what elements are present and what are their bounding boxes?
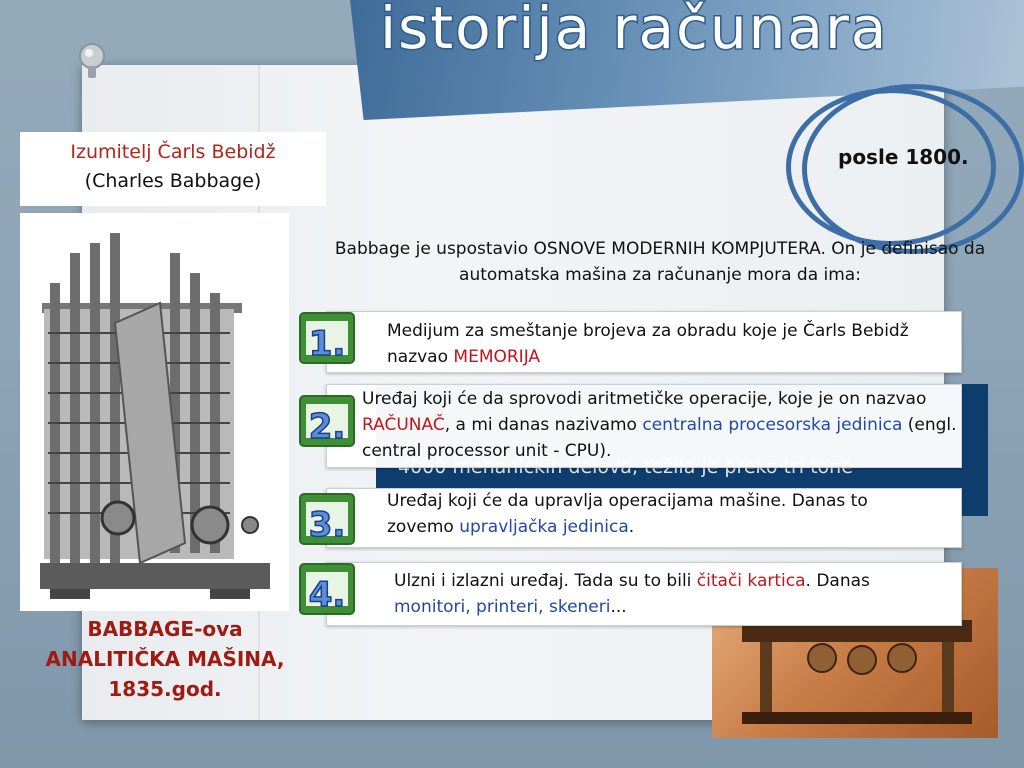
step-3-text-b: . [628, 517, 635, 537]
step-3-text [387, 488, 907, 540]
era-ring-inner [802, 84, 1024, 254]
step-2-text [362, 386, 972, 464]
step-1-highlight: MEMORIJA [453, 347, 541, 367]
step-4-text-a: Ulzni i izlazni uređaj. Tada su to bili [394, 571, 697, 591]
step-1-number: 1. [308, 324, 346, 364]
step-1-text [387, 318, 927, 370]
step-4-text [394, 568, 939, 620]
machine-caption [0, 614, 330, 704]
step-1-text-a: Medijum za smeštanje brojeva za obradu koje je Čarls Bebidž nazvao [387, 321, 909, 367]
step-2-highlight-blue: centralna procesorska jedinica [642, 415, 903, 435]
step-2-number: 2. [308, 407, 346, 447]
era-label: posle 1800. [838, 145, 969, 169]
intro-paragraph: Babbage je uspostavio OSNOVE MODERNIH KOMPJUTERA. On je definisao da automatska mašina za računanje mora da ima: [334, 239, 986, 285]
step-3-highlight: upravljačka jedinica [459, 517, 629, 537]
inventor-name-local: Izumitelj Čarls Bebidž [70, 141, 276, 163]
step-3-number: 3. [308, 505, 346, 545]
numbered-notepad-icon [296, 311, 358, 365]
inventor-name-english: (Charles Babbage) [84, 170, 262, 192]
step-2-highlight-red: RAČUNAČ [362, 415, 445, 435]
analytical-engine-drawing [20, 213, 289, 611]
step-2-text-c: (engl. central processor unit - CPU). [362, 415, 957, 461]
numbered-notepad-icon [296, 492, 358, 546]
caption-line-1: BABBAGE-ova [87, 617, 243, 641]
step-4-text-c: ... [610, 597, 627, 617]
step-4-number: 4. [308, 575, 346, 615]
step-4-highlight-blue: monitori, printeri, skeneri [394, 597, 611, 617]
pushpin-icon [74, 40, 114, 80]
numbered-notepad-icon [296, 562, 358, 616]
step-2-text-a: Uređaj koji će da sprovodi aritmetičke operacije, koje je on nazvao [362, 389, 927, 409]
caption-line-2: ANALITIČKA MAŠINA, [45, 647, 285, 671]
analytical-engine-image [20, 213, 289, 611]
caption-line-3: 1835.god. [108, 677, 222, 701]
slide-title: istorija računara [380, 0, 889, 62]
step-4-highlight-red: čitači kartica [696, 571, 806, 591]
step-2-text-b: , a mi danas nazivamo [444, 415, 643, 435]
step-3-text-a: Uređaj koji će da upravlja operacijama mašine. Danas to zovemo [387, 491, 868, 537]
numbered-notepad-icon [296, 394, 358, 448]
step-4-text-b: . Danas [805, 571, 870, 591]
inventor-label [20, 132, 326, 206]
